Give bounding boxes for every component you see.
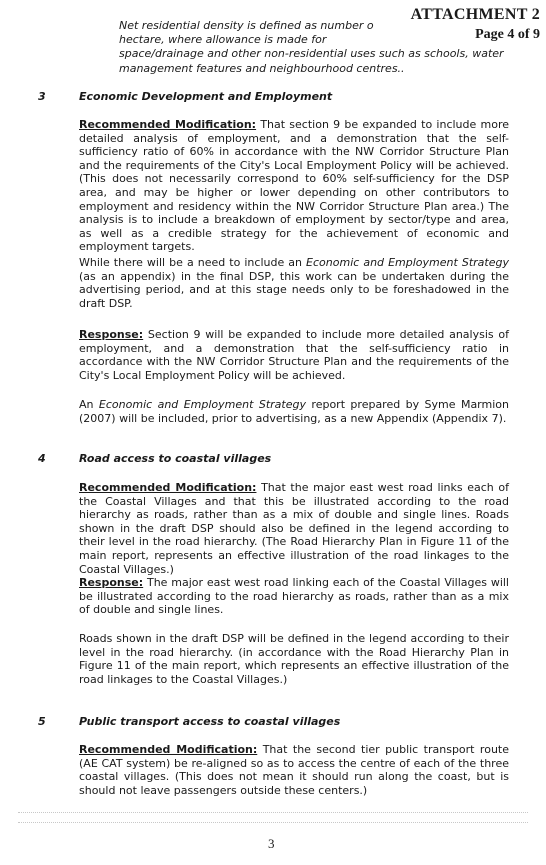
page-number: 3 [268, 836, 275, 851]
paragraph-text: (as an appendix) in the final DSP, this work can be undertaken during the advertising period, and at this stage needs only to be foreshadowed in the draft DSP. [79, 269, 509, 310]
section-number: 5 [38, 715, 46, 728]
recommended-modification-label: Recommended Modification: [79, 481, 257, 494]
page-of-label: Page 4 of 9 [475, 27, 540, 42]
intro-line: hectare, where allowance is made for [119, 33, 327, 47]
intro-line: Net residential density is defined as number o [119, 19, 374, 32]
response-text: Section 9 will be expanded to include more detailed analysis of employment, and a demonstration that the self-sufficiency ratio in accordance with the NW Corridor Structure Plan and the requirements of the City's Local Employment Policy will be achieved. [79, 328, 509, 382]
recommended-modification-paragraph [79, 118, 509, 254]
strategy-paragraph [79, 256, 509, 310]
recommended-modification-label: Recommended Modification: [79, 743, 258, 756]
divider [18, 812, 528, 813]
section-title: Economic Development and Employment [79, 90, 333, 103]
response-text: The major east west road linking each of the Coastal Villages will be illustrated according to the road hierarchy as roads, rather than as a mix of double and single lines. [79, 576, 509, 617]
response-paragraph [79, 328, 509, 382]
section-number: 3 [38, 90, 46, 103]
strategy-title: Economic and Employment Strategy [98, 398, 306, 411]
recommended-modification-label: Recommended Modification: [79, 118, 257, 131]
paragraph-text: An [79, 398, 99, 411]
divider [18, 822, 528, 823]
response-label: Response: [79, 576, 144, 589]
section-title: Road access to coastal villages [79, 452, 272, 465]
intro-line: management features and neighbourhood centres.. [119, 61, 405, 75]
modification-text: That the major east west road links each of the Coastal Villages and that this be illustrated according to the road hierarchy as roads, rather than as a mix of double and single lines. Roads shown in the draft DSP should also be defined in the legend according to their level in the road hierarchy. (The Road Hierarchy Plan in Figure 11 of the main report, represents an effective illustration of the road linkages to the Coastal Villages.) [79, 481, 509, 576]
recommended-modification-paragraph [79, 481, 509, 576]
roads-paragraph [79, 632, 509, 686]
paragraph-text: While there will be a need to include an [79, 256, 307, 269]
section-title: Public transport access to coastal villages [79, 715, 341, 728]
modification-text: That section 9 be expanded to include more detailed analysis of employment, and a demonstration that the self-sufficiency ratio of 60% in accordance with the NW Corridor Structure Plan and the requirements of the City's Local Employment Policy will be achieved. (This does not necessarily correspond to 60% self-sufficiency for the DSP area, and may be higher or lower depending on other contributors to employment and residency within the NW Corridor Structure Plan area.) The analysis is to include a breakdown of employment by sector/type and area, as well as a credible strategy for the achievement of economic and employment targets. [79, 118, 510, 254]
strategy-title: Economic and Employment Strategy [306, 256, 509, 269]
response-label: Response: [79, 328, 144, 341]
modification-text: That the second tier public transport route (AE CAT system) be re-aligned so as to access the centre of each of the three coastal villages. (This does not mean it should run along the coast, but is should not leave passengers outside these centers.) [79, 743, 509, 797]
paragraph-text: Roads shown in the draft DSP will be defined in the legend according to their level in the road hierarchy. (in accordance with the Road Hierarchy Plan in Figure 11 of the main report, which represents an effective illustration of the road linkages to the Coastal Villages.) [79, 632, 509, 686]
attachment-label: ATTACHMENT 2 [410, 6, 540, 23]
recommended-modification-paragraph [79, 743, 509, 797]
intro-line: space/drainage and other non-residential uses such as schools, water [119, 47, 504, 61]
response-paragraph [79, 576, 509, 617]
section-number: 4 [38, 452, 46, 465]
paragraph-text: report prepared by Syme Marmion (2007) will be included, prior to advertising, as a new Appendix (Appendix 7). [79, 398, 509, 425]
appendix-paragraph [79, 398, 509, 425]
attachment-header [405, 6, 540, 44]
